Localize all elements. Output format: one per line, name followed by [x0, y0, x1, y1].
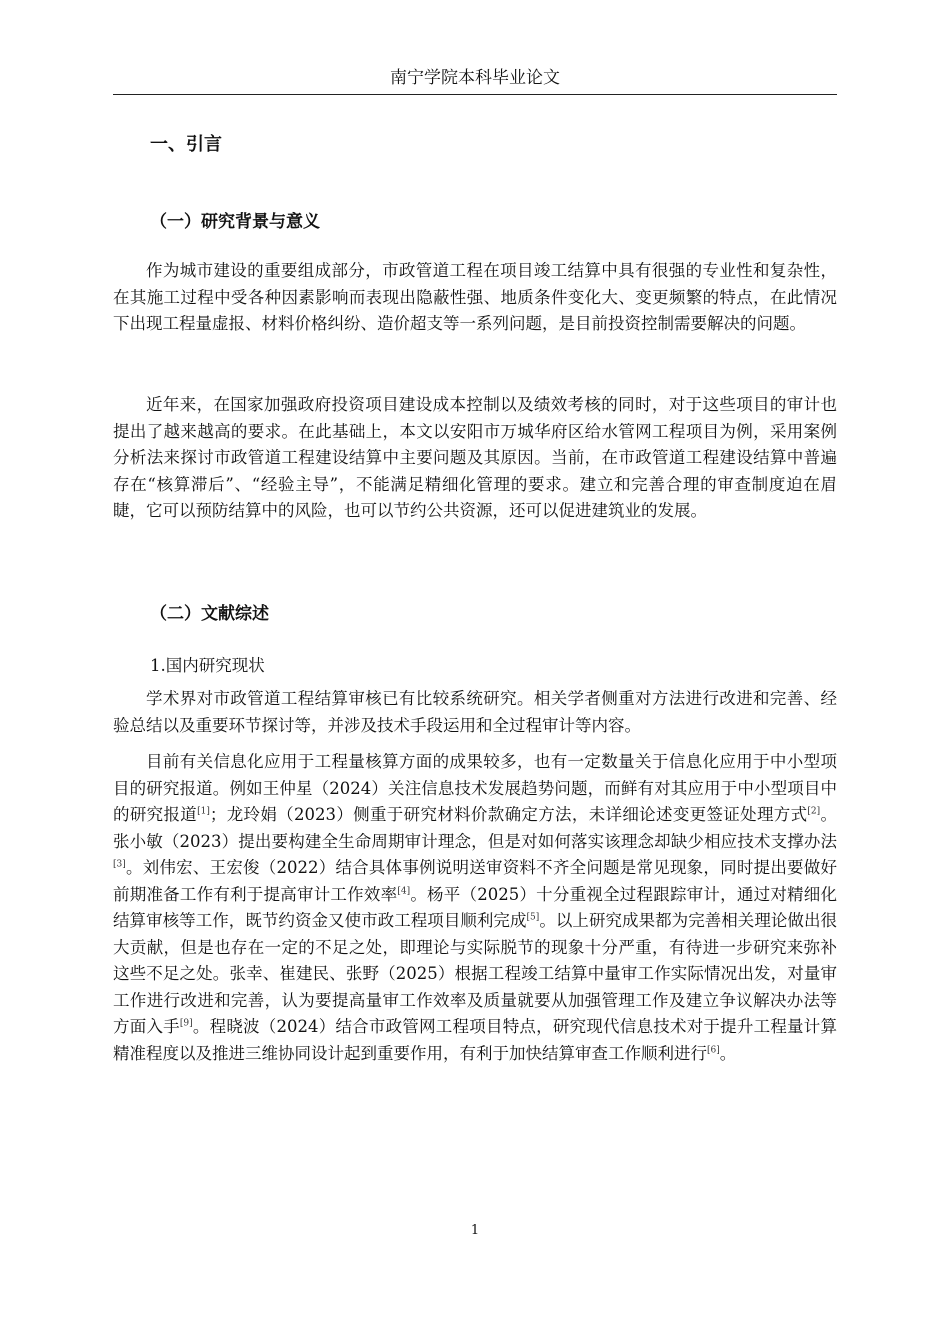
- subsection-heading-literature: （二）文献综述: [150, 604, 269, 624]
- text-segment: 。程晓波（2024）结合市政管网工程项目特点，研究现代信息技术对于提升工程量计算精准程度以及推进三维协同设计起到重要作用，有利于加快结算审查工作顺利进行: [113, 1017, 837, 1063]
- subsection-heading-background: （一）研究背景与意义: [150, 212, 320, 232]
- citation-ref: [4]: [397, 886, 411, 896]
- paragraph-literature-1: 学术界对市政管道工程结算审核已有比较系统研究。相关学者侧重对方法进行改进和完善、经验总结以及重要环节探讨等，并涉及技术手段运用和全过程审计等内容。: [113, 689, 837, 735]
- paragraph-background-2: 近年来，在国家加强政府投资项目建设成本控制以及绩效考核的同时，对于这些项目的审计也提出了越来越高的要求。在此基础上，本文以安阳市万城华府区给水管网工程项目为例，采用案例分析法来探讨市政管道工程建设结算中主要问题及其原因。当前，在市政管道工程建设结算中普遍存在“核算滞后”、“经验主导”，不能满足精细化管理的要求。建立和完善合理的审查制度迫在眉睫，它可以预防结算中的风险，也可以节约公共资源，还可以促进建筑业的发展。: [113, 395, 837, 520]
- text-segment: 目前有关信息化应用于工程量核算方面的成果较多，也有一定数量关于信息化应用于中小型项目的研究报道。例如王仲星（2024）关注信息技术发展趋势问题，而鲜有对其应用于中小型项目中的研究报道: [113, 752, 837, 824]
- section-heading: 一、引言: [150, 134, 222, 155]
- citation-ref: [1]: [197, 806, 210, 817]
- text-segment: 。张小敏（2023）提出要构建全生命周期审计理念，但是对如何落实该理念却缺少相应技术支撑办法: [113, 805, 837, 851]
- text-segment: 。杨平（2025）十分重视全过程跟踪审计，通过对精细化结算审核等工作，既节约资金又使市政工程项目顺利完成: [113, 884, 837, 930]
- paragraph-literature-2: [113, 749, 837, 1067]
- citation-ref: [9]: [179, 1018, 193, 1029]
- text-segment: 。刘伟宏、王宏俊（2022）结合具体事例说明送审资料不齐全问题是常见现象，同时提出要做好前期准备工作有利于提高审计工作效率: [113, 858, 837, 904]
- running-header: 南宁学院本科毕业论文: [390, 68, 560, 88]
- text-segment: 。以上研究成果都为完善相关理论做出很大贡献，但是也存在一定的不足之处，即理论与实际脱节的现象十分严重，有待进一步研究来弥补这些不足之处。张幸、崔建民、张野（2025）根据工程竣工结算中量审工作实际情况出发，对量审工作进行改进和完善，认为要提高量审工作效率及质量就要从加强管理工作及建立争议解决办法等方面入手: [113, 911, 838, 1036]
- citation-ref: [5]: [526, 912, 540, 923]
- sub-subsection-heading-domestic: 1.国内研究现状: [150, 656, 265, 675]
- paragraph-background-1: 作为城市建设的重要组成部分，市政管道工程在项目竣工结算中具有很强的专业性和复杂性，在其施工过程中受各种因素影响而表现出隐蔽性强、地质条件变化大、变更频繁的特点，在此情况下出现工程量虚报、材料价格纠纷、造价超支等一系列问题，是目前投资控制需要解决的问题。: [113, 261, 837, 333]
- citation-ref: [3]: [113, 859, 126, 870]
- text-segment: ；龙玲娟（2023）侧重于研究材料价款确定方法，未详细论述变更签证处理方式: [209, 805, 808, 824]
- page-number: 1: [470, 1223, 480, 1238]
- citation-ref: [2]: [807, 806, 821, 817]
- citation-ref: [6]: [707, 1045, 720, 1055]
- header-rule: [113, 94, 837, 95]
- text-segment: 。: [719, 1043, 737, 1063]
